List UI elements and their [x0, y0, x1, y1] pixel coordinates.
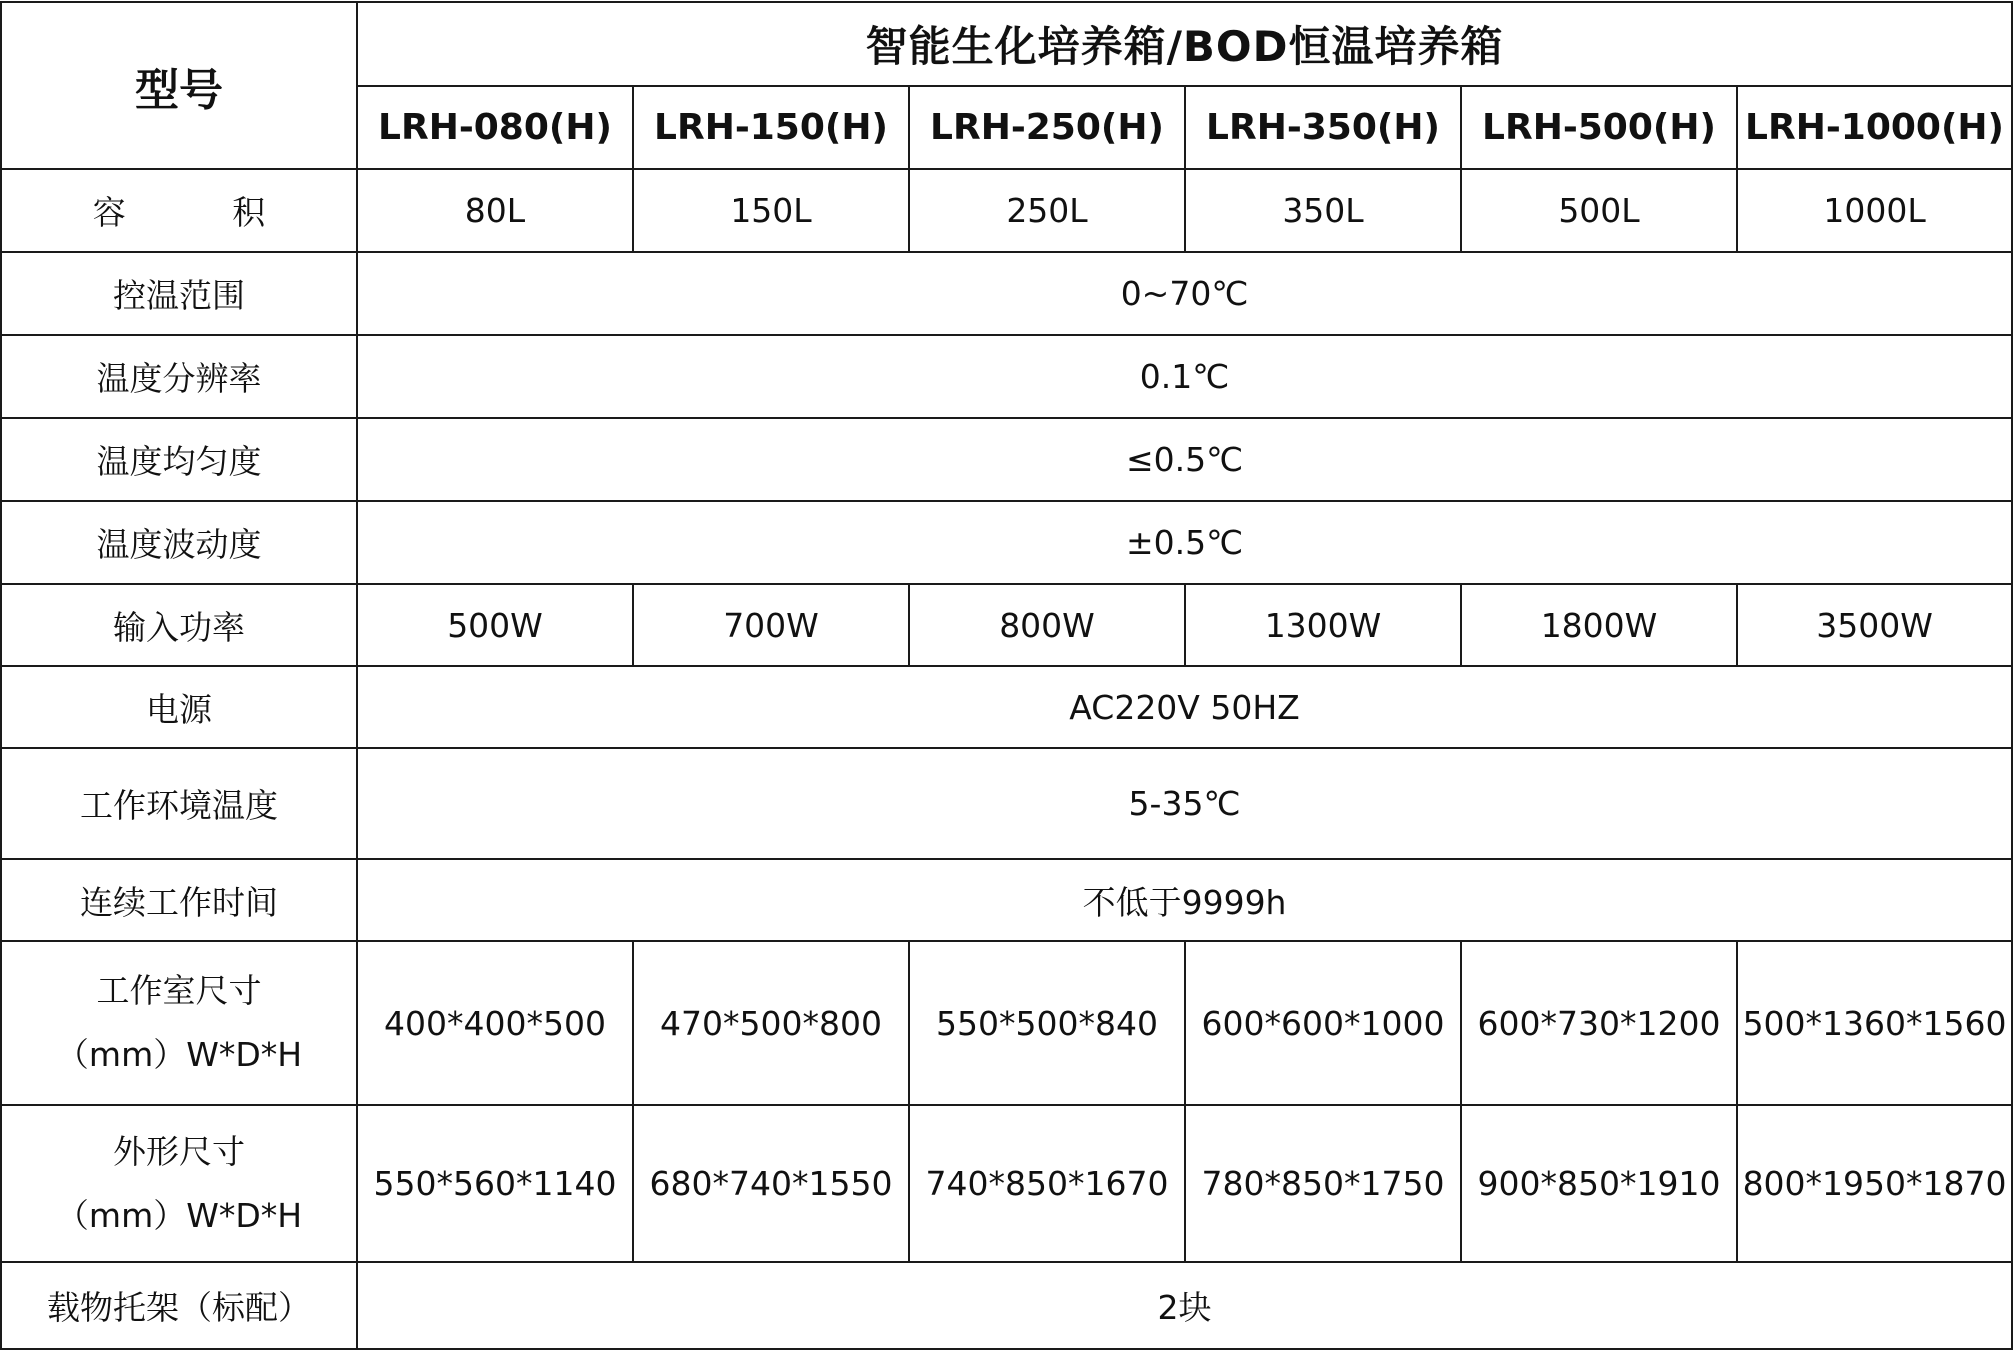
table-title: 智能生化培养箱/BOD恒温培养箱: [357, 2, 2012, 86]
chamber-size-value: 470*500*800: [633, 941, 909, 1105]
power-supply-value: AC220V 50HZ: [357, 666, 2012, 748]
input-power-value: 3500W: [1737, 584, 2012, 666]
temp-resolution-row: [1, 335, 2012, 418]
volume-value: 80L: [357, 169, 633, 252]
volume-row: [1, 169, 2012, 252]
temp-range-row: [1, 252, 2012, 335]
volume-label: 容 积: [92, 193, 314, 232]
input-power-value: 700W: [633, 584, 909, 666]
volume-value: 250L: [909, 169, 1185, 252]
temp-range-label: 控温范围: [1, 252, 357, 335]
temp-uniformity-value: ≤0.5℃: [357, 418, 2012, 501]
model-header-cell: 型号: [1, 2, 357, 169]
temp-resolution-label: 温度分辨率: [1, 335, 357, 418]
chamber-size-label: [1, 941, 357, 1105]
outer-size-label-line2: （mm）W*D*H: [55, 1195, 303, 1235]
outer-size-value: 780*850*1750: [1185, 1105, 1461, 1262]
input-power-value: 1800W: [1461, 584, 1737, 666]
title-row: [1, 2, 2012, 86]
chamber-size-label-line1: 工作室尺寸: [96, 971, 262, 1010]
volume-value: 150L: [633, 169, 909, 252]
chamber-size-value: 600*600*1000: [1185, 941, 1461, 1105]
outer-size-value: 900*850*1910: [1461, 1105, 1737, 1262]
temp-fluctuation-row: [1, 501, 2012, 584]
shelves-label: 载物托架（标配）: [1, 1262, 357, 1349]
chamber-size-value: 600*730*1200: [1461, 941, 1737, 1105]
outer-size-row: [1, 1105, 2012, 1262]
input-power-value: 1300W: [1185, 584, 1461, 666]
outer-size-value: 740*850*1670: [909, 1105, 1185, 1262]
input-power-label: 输入功率: [1, 584, 357, 666]
chamber-size-value: 500*1360*1560: [1737, 941, 2012, 1105]
temp-uniformity-row: [1, 418, 2012, 501]
temp-uniformity-label: 温度均匀度: [1, 418, 357, 501]
outer-size-label: [1, 1105, 357, 1262]
temp-resolution-value: 0.1℃: [357, 335, 2012, 418]
power-supply-row: [1, 666, 2012, 748]
outer-size-label-line1: 外形尺寸: [113, 1131, 245, 1171]
outer-size-value: 550*560*1140: [357, 1105, 633, 1262]
model-name: LRH-1000(H): [1737, 86, 2012, 169]
continuous-time-label: 连续工作时间: [1, 859, 357, 941]
volume-value: 350L: [1185, 169, 1461, 252]
shelves-value: 2块: [357, 1262, 2012, 1349]
chamber-size-value: 550*500*840: [909, 941, 1185, 1105]
ambient-temp-value: 5-35℃: [357, 748, 2012, 859]
volume-value: 500L: [1461, 169, 1737, 252]
input-power-value: 800W: [909, 584, 1185, 666]
power-supply-label: 电源: [1, 666, 357, 748]
ambient-temp-label: 工作环境温度: [1, 748, 357, 859]
model-name: LRH-080(H): [357, 86, 633, 169]
outer-size-value: 800*1950*1870: [1737, 1105, 2012, 1262]
volume-value: 1000L: [1737, 169, 2012, 252]
input-power-value: 500W: [357, 584, 633, 666]
chamber-size-label-line2: （mm）W*D*H: [55, 1035, 303, 1074]
chamber-size-row: [1, 941, 2012, 1105]
input-power-row: [1, 584, 2012, 666]
shelves-row: [1, 1262, 2012, 1349]
row-label: [1, 169, 357, 252]
temp-range-value: 0~70℃: [357, 252, 2012, 335]
model-name: LRH-150(H): [633, 86, 909, 169]
ambient-temp-row: [1, 748, 2012, 859]
spec-table: [0, 1, 2013, 1350]
temp-fluctuation-label: 温度波动度: [1, 501, 357, 584]
model-name: LRH-350(H): [1185, 86, 1461, 169]
continuous-time-value: 不低于9999h: [357, 859, 2012, 941]
model-name: LRH-500(H): [1461, 86, 1737, 169]
chamber-size-value: 400*400*500: [357, 941, 633, 1105]
continuous-time-row: [1, 859, 2012, 941]
model-name: LRH-250(H): [909, 86, 1185, 169]
outer-size-value: 680*740*1550: [633, 1105, 909, 1262]
temp-fluctuation-value: ±0.5℃: [357, 501, 2012, 584]
